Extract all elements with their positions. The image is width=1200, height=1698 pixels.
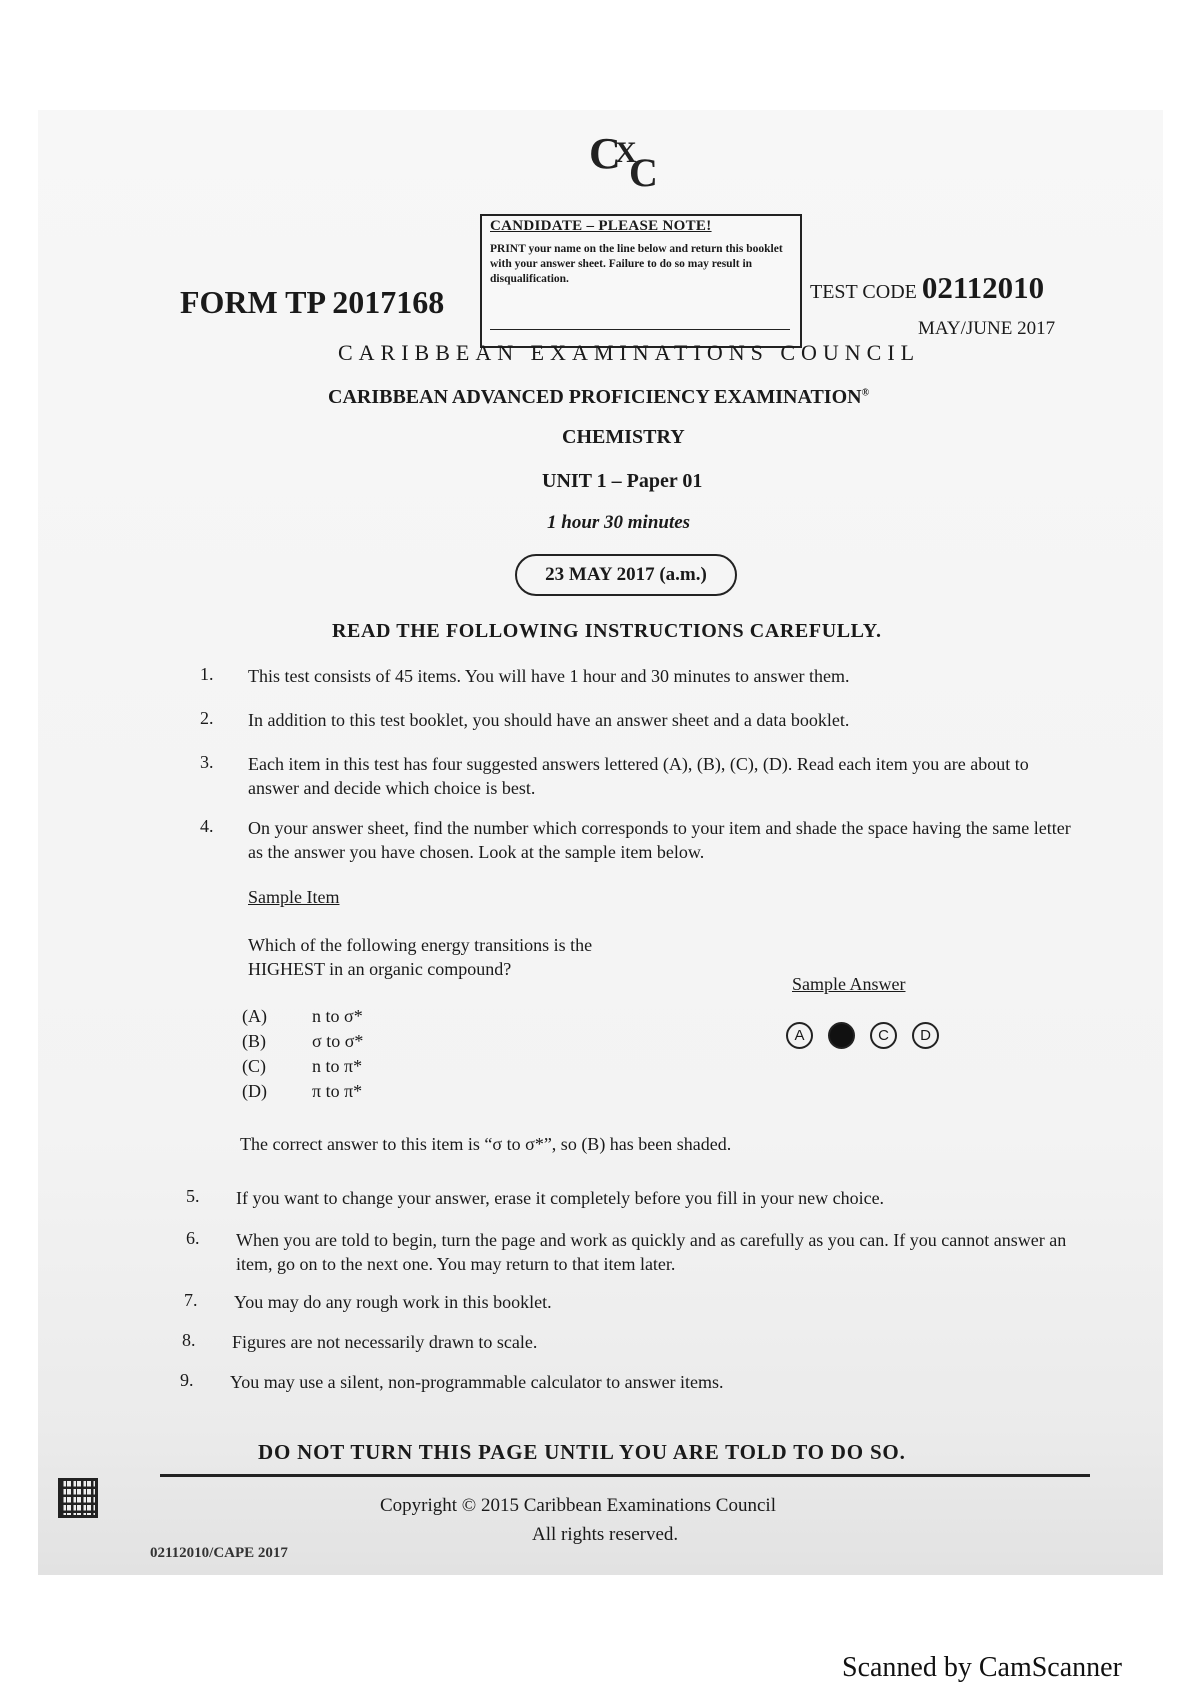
- candidate-name-line[interactable]: [490, 329, 790, 330]
- answer-bubble-c[interactable]: C: [870, 1022, 897, 1049]
- qr-code-icon: [58, 1478, 98, 1518]
- instruction-number: 9.: [180, 1370, 194, 1390]
- unit-paper: UNIT 1 – Paper 01: [542, 470, 703, 492]
- option-text: σ to σ*: [312, 1031, 364, 1051]
- option-letter: (B): [242, 1031, 266, 1051]
- test-code-label: TEST CODE: [810, 281, 917, 303]
- sample-answer-title: Sample Answer: [792, 974, 906, 994]
- instruction-text: Each item in this test has four suggested answers lettered (A), (B), (C), (D). Read each item you are about to answer and decide which choice is best.: [248, 754, 1029, 798]
- sample-item-title: Sample Item: [248, 887, 340, 907]
- option-letter: (C): [242, 1056, 266, 1076]
- instruction-number: 3.: [200, 752, 214, 772]
- svg-text:C: C: [629, 150, 658, 190]
- instructions-heading: READ THE FOLLOWING INSTRUCTIONS CAREFULLY.: [332, 620, 882, 642]
- footer-divider: [160, 1474, 1090, 1477]
- council-name: CARIBBEAN EXAMINATIONS COUNCIL: [338, 340, 921, 365]
- do-not-turn-warning: DO NOT TURN THIS PAGE UNTIL YOU ARE TOLD TO DO SO.: [258, 1440, 906, 1464]
- option-letter: (D): [242, 1081, 267, 1101]
- instruction-number: 4.: [200, 816, 214, 836]
- exam-name: [328, 386, 869, 409]
- exam-name-text: CARIBBEAN ADVANCED PROFICIENCY EXAMINATION: [328, 386, 862, 408]
- instruction-text: When you are told to begin, turn the page and work as quickly and as carefully as you can. If you cannot answer an item, go on to the next one. You may return to that item later.: [236, 1230, 1067, 1274]
- copyright: Copyright © 2015 Caribbean Examinations Council: [380, 1495, 776, 1516]
- instruction-text: This test consists of 45 items. You will have 1 hour and 30 minutes to answer them.: [248, 666, 850, 686]
- instruction-number: 2.: [200, 708, 214, 728]
- instruction-number: 7.: [184, 1290, 198, 1310]
- duration: 1 hour 30 minutes: [547, 512, 691, 533]
- camscanner-watermark: Scanned by CamScanner: [842, 1652, 1122, 1683]
- sample-explanation: The correct answer to this item is “σ to σ*”, so (B) has been shaded.: [240, 1134, 732, 1154]
- instruction-number: 8.: [182, 1330, 196, 1350]
- sample-question: Which of the following energy transitions is the HIGHEST in an organic compound?: [248, 935, 593, 979]
- candidate-note-body: PRINT your name on the line below and return this booklet with your answer sheet. Failure to do so may result in disqualification.: [490, 243, 783, 285]
- candidate-note-title: CANDIDATE – PLEASE NOTE!: [490, 218, 712, 234]
- instruction-number: 5.: [186, 1186, 200, 1206]
- exam-date: 23 MAY 2017 (a.m.): [515, 554, 737, 596]
- instruction-text: If you want to change your answer, erase it completely before you fill in your new choice.: [236, 1188, 885, 1208]
- instruction-text: You may use a silent, non-programmable calculator to answer items.: [230, 1372, 724, 1392]
- registered-mark: ®: [861, 387, 870, 399]
- rights-reserved: All rights reserved.: [532, 1524, 679, 1545]
- answer-bubble-d[interactable]: D: [912, 1022, 939, 1049]
- instruction-text: You may do any rough work in this booklet.: [234, 1292, 552, 1312]
- answer-bubble-b-shaded[interactable]: [828, 1022, 855, 1049]
- test-code-value: 02112010: [921, 270, 1045, 305]
- option-text: π to π*: [312, 1081, 363, 1101]
- instruction-text: On your answer sheet, find the number which corresponds to your item and shade the space having the same letter as the answer you have chosen. Look at the sample item below.: [248, 818, 1071, 862]
- test-code: [810, 270, 1044, 306]
- svg-text:X: X: [615, 136, 637, 169]
- paper-code: 02112010/CAPE 2017: [150, 1545, 288, 1561]
- option-text: n to σ*: [312, 1006, 363, 1026]
- exam-session: MAY/JUNE 2017: [918, 318, 1056, 339]
- subject: CHEMISTRY: [562, 426, 685, 448]
- candidate-note-box: [480, 214, 802, 348]
- cxc-logo-icon: [585, 122, 677, 190]
- svg-text:C: C: [589, 129, 621, 178]
- instruction-text: Figures are not necessarily drawn to scale.: [232, 1332, 538, 1352]
- form-tp-number: FORM TP 2017168: [180, 284, 445, 320]
- instruction-text: In addition to this test booklet, you should have an answer sheet and a data booklet.: [248, 710, 850, 730]
- instruction-number: 6.: [186, 1228, 200, 1248]
- option-text: n to π*: [312, 1056, 363, 1076]
- instruction-number: 1.: [200, 664, 214, 684]
- answer-bubble-a[interactable]: A: [786, 1022, 813, 1049]
- option-letter: (A): [242, 1006, 267, 1026]
